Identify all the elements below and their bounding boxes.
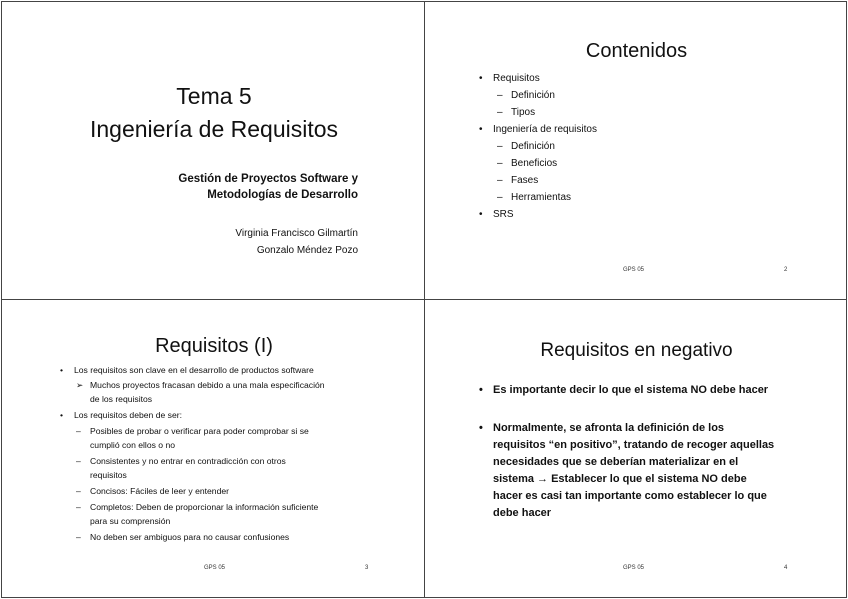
- list-item-text: Definición: [511, 141, 555, 152]
- list-item-text: Concisos: Fáciles de leer y entender: [90, 486, 230, 496]
- list-item: [479, 72, 540, 86]
- bullet-marker: •: [479, 124, 483, 135]
- dash-marker: –: [497, 90, 503, 101]
- dash-marker: –: [497, 141, 503, 152]
- list-item-text: Completos: Deben de proporcionar la información suficiente: [90, 502, 319, 512]
- dash-marker: –: [76, 502, 81, 512]
- dash-marker: –: [497, 175, 503, 186]
- slide-4-footer-tag: GPS 05: [623, 565, 645, 571]
- list-item-text: Requisitos: [493, 73, 540, 84]
- slide-2: [424, 1, 847, 300]
- list-item-continuation: debe hacer: [493, 507, 552, 519]
- list-item-continuation: cumplió con ellos o no: [90, 440, 176, 450]
- slide-1-author-2: Gonzalo Méndez Pozo: [256, 245, 358, 256]
- list-item: [479, 382, 768, 398]
- dash-marker: –: [76, 532, 81, 542]
- list-item-continuation: necesidades que se deberían materializar en el: [493, 456, 739, 468]
- dash-marker: –: [497, 158, 503, 169]
- list-item-continuation: de los requisitos: [90, 394, 153, 404]
- list-item-text: Posibles de probar o verificar para poder comprobar si se: [90, 426, 309, 436]
- slide-3-title: Requisitos (I): [155, 335, 273, 357]
- list-item-text: No deben ser ambiguos para no causar confusiones: [90, 532, 290, 542]
- slide-3-page-number: 3: [365, 565, 369, 571]
- list-item-continuation: sistema → Establecer lo que el sistema NO debe: [493, 473, 747, 485]
- slide-4: [424, 299, 847, 598]
- list-item: [479, 140, 555, 154]
- list-item: [76, 531, 289, 543]
- slide-2-page-number: 2: [784, 267, 788, 273]
- dash-marker: –: [76, 486, 81, 496]
- slide-1: [1, 1, 425, 300]
- list-item-text: Herramientas: [511, 192, 572, 203]
- slide-4-title: Requisitos en negativo: [540, 340, 733, 361]
- list-item-text: Muchos proyectos fracasan debido a una mala especificación: [90, 380, 325, 390]
- bullet-marker: •: [60, 410, 64, 420]
- list-item-text: Los requisitos deben de ser:: [74, 410, 182, 420]
- list-item: [479, 89, 555, 103]
- list-item: [479, 420, 724, 436]
- dash-marker: –: [76, 426, 81, 436]
- list-item-text: SRS: [493, 209, 514, 220]
- dash-marker: –: [497, 107, 503, 118]
- slide-1-subtitle-line-2: Metodologías de Desarrollo: [207, 189, 358, 201]
- slide-3-footer-tag: GPS 05: [204, 565, 226, 571]
- list-item: [479, 174, 538, 188]
- slide-1-title-line-1: Tema 5: [176, 83, 252, 109]
- slide-3: [1, 299, 425, 598]
- bullet-marker: •: [479, 384, 483, 396]
- bullet-marker: •: [479, 209, 483, 220]
- bullet-marker: •: [479, 73, 483, 84]
- list-item-text: Tipos: [511, 107, 536, 118]
- slide-2-footer-tag: GPS 05: [623, 267, 645, 273]
- arrow-bullet-icon: ➢: [76, 380, 84, 390]
- dash-marker: –: [497, 192, 503, 203]
- list-item-text: Fases: [511, 175, 539, 186]
- list-item-continuation: hacer es casi tan importante como establecer lo que: [493, 490, 767, 502]
- list-item-continuation: para su comprensión: [90, 516, 171, 526]
- list-item-continuation: requisitos: [90, 470, 127, 480]
- list-item: [76, 425, 309, 437]
- list-item: [479, 123, 597, 137]
- list-item: [479, 106, 535, 120]
- list-item: [60, 364, 314, 376]
- list-item-text: Consistentes y no entrar en contradicción con otros: [90, 456, 286, 466]
- bullet-marker: •: [60, 365, 64, 375]
- list-item-continuation: requisitos “en positivo”, tratando de recoger aquellas: [493, 439, 775, 451]
- list-item-text: Es importante decir lo que el sistema NO debe hacer: [493, 384, 769, 396]
- list-item: [60, 409, 182, 421]
- list-item-text: Beneficios: [511, 158, 558, 169]
- list-item-text: Los requisitos son clave en el desarrollo de productos software: [74, 365, 314, 375]
- slide-1-title-line-2: Ingeniería de Requisitos: [89, 116, 339, 142]
- list-item-text: Ingeniería de requisitos: [493, 124, 597, 135]
- list-item: [76, 501, 318, 513]
- slide-2-title: Contenidos: [585, 40, 688, 62]
- list-item: [76, 379, 325, 391]
- list-item: [479, 208, 514, 222]
- list-item: [76, 455, 286, 467]
- dash-marker: –: [76, 456, 81, 466]
- bullet-marker: •: [479, 422, 483, 434]
- list-item: [479, 157, 557, 171]
- slide-1-author-1: Virginia Francisco Gilmartín: [235, 228, 358, 239]
- list-item: [479, 191, 571, 205]
- list-item-text: Normalmente, se afronta la definición de los: [493, 422, 725, 434]
- list-item-text: Definición: [511, 90, 555, 101]
- slide-4-page-number: 4: [784, 565, 788, 571]
- slide-1-subtitle-line-1: Gestión de Proyectos Software y: [178, 173, 358, 185]
- list-item: [76, 485, 229, 497]
